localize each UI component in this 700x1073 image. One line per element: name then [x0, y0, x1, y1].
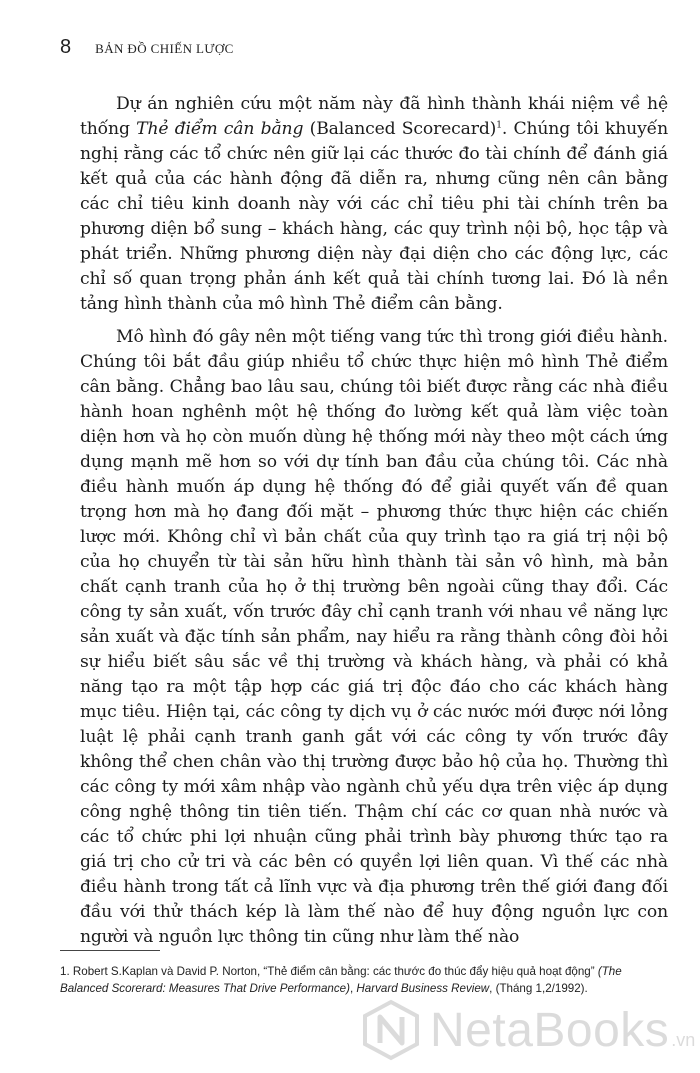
- footnote-separator: ,: [349, 982, 357, 995]
- footnote-marker: 1: [496, 120, 502, 131]
- running-title: BẢN ĐỒ CHIẾN LƯỢC: [95, 41, 234, 56]
- footnote-date: , (Tháng 1,2/1992).: [489, 982, 588, 995]
- footnote-divider: [60, 950, 160, 951]
- paragraph-1-after: (Balanced Scorecard): [303, 119, 497, 139]
- watermark-suffix: .vn: [671, 1030, 696, 1050]
- paragraph-1-italic-term: Thẻ điểm cân bằng: [136, 119, 304, 139]
- footnote-journal: Harvard Business Review: [356, 982, 490, 995]
- paragraph-2: Mô hình đó gây nên một tiếng vang tức thì trong giới điều hành. Chúng tôi bắt đầu giúp nhiều tổ chức thực hiện mô hình Thẻ điểm cân bằng. Chẳng bao lâu sau, chúng tôi biết được rằng các nhà điều hành hoan nghênh một hệ thống đo lường kết quả làm việc toàn diện hơn và họ còn muốn dùng hệ thống mới này theo một cách ứng dụng mạnh mẽ hơn so với dự tính ban đầu của chúng tôi. Các nhà điều hành muốn áp dụng hệ thống đó để giải quyết vấn đề quan trọng hơn mà họ đang đối mặt – phương thức thực hiện các chiến lược mới. Không chỉ vì bản chất của quy trình tạo ra giá trị nội bộ của họ chuyển từ tài sản hữu hình thành tài sản vô hình, mà bản chất cạnh tranh của họ ở thị trường bên ngoài cũng thay đổi. Các công ty sản xuất, vốn trước đây chỉ cạnh tranh với nhau về năng lực sản xuất và đặc tính sản phẩm, nay hiểu ra rằng thành công đòi hỏi sự hiểu biết sâu sắc về thị trường và khách hàng, và phải có khả năng tạo ra một tập hợp các giá trị độc đáo cho các khách hàng mục tiêu. Hiện tại, các công ty dịch vụ ở các nước mới được nới lỏng luật lệ phải cạnh tranh ganh gắt với các công ty vốn trước đây không thể chen chân vào thị trường được bảo hộ của họ. Thường thì các công ty mới xâm nhập vào ngành chủ yếu dựa trên việc áp dụng công nghệ thông tin tiên tiến. Thậm chí các cơ quan nhà nước và các tổ chức phi lợi nhuận cũng phải trình bày phương thức tạo ra giá trị cho cử tri và các bên có quyền lợi liên quan. Vì thế các nhà điều hành trong tất cả lĩnh vực và địa phương trên thế giới đang đối đầu với thử thách kép là làm thế nào để huy động nguồn lực con người và nguồn lực thông tin cũng như làm thế nào: [80, 327, 668, 947]
- footnote-citation: 1. Robert S.Kaplan và David P. Norton, “Thẻ điểm cân bằng: các thước đo thúc đẩy hiệu quả hoạt động”: [60, 965, 598, 978]
- netabooks-logo-icon: [360, 999, 422, 1061]
- footnote-english-title: (The Balanced Scorerard: Measures That Drive Performance): [60, 965, 622, 995]
- paragraph-1-before: Dự án nghiên cứu một năm này đã hình thành khái niệm về hệ thống: [80, 94, 668, 139]
- body-text: [80, 92, 668, 958]
- paragraph-1: [80, 92, 668, 317]
- paragraph-1-rest: . Chúng tôi khuyến nghị rằng các tổ chức nên giữ lại các thước đo tài chính để đánh giá kết quả của các hành động đã diễn ra, nhưng cũng nên cân bằng các chỉ tiêu kinh doanh này với các chỉ tiêu phi tài chính trên ba phương diện bổ sung – khách hàng, các quy trình nội bộ, học tập và phát triển. Những phương diện này đại diện cho các động lực, các chỉ số quan trọng phản ánh kết quả tài chính tương lai. Đó là nền tảng hình thành của mô hình Thẻ điểm cân bằng.: [80, 119, 668, 314]
- footnote: [60, 963, 672, 997]
- page-number: 8: [60, 36, 72, 58]
- watermark: [360, 995, 695, 1065]
- page-header: [60, 36, 234, 66]
- watermark-brand: NetaBooks: [430, 1003, 670, 1057]
